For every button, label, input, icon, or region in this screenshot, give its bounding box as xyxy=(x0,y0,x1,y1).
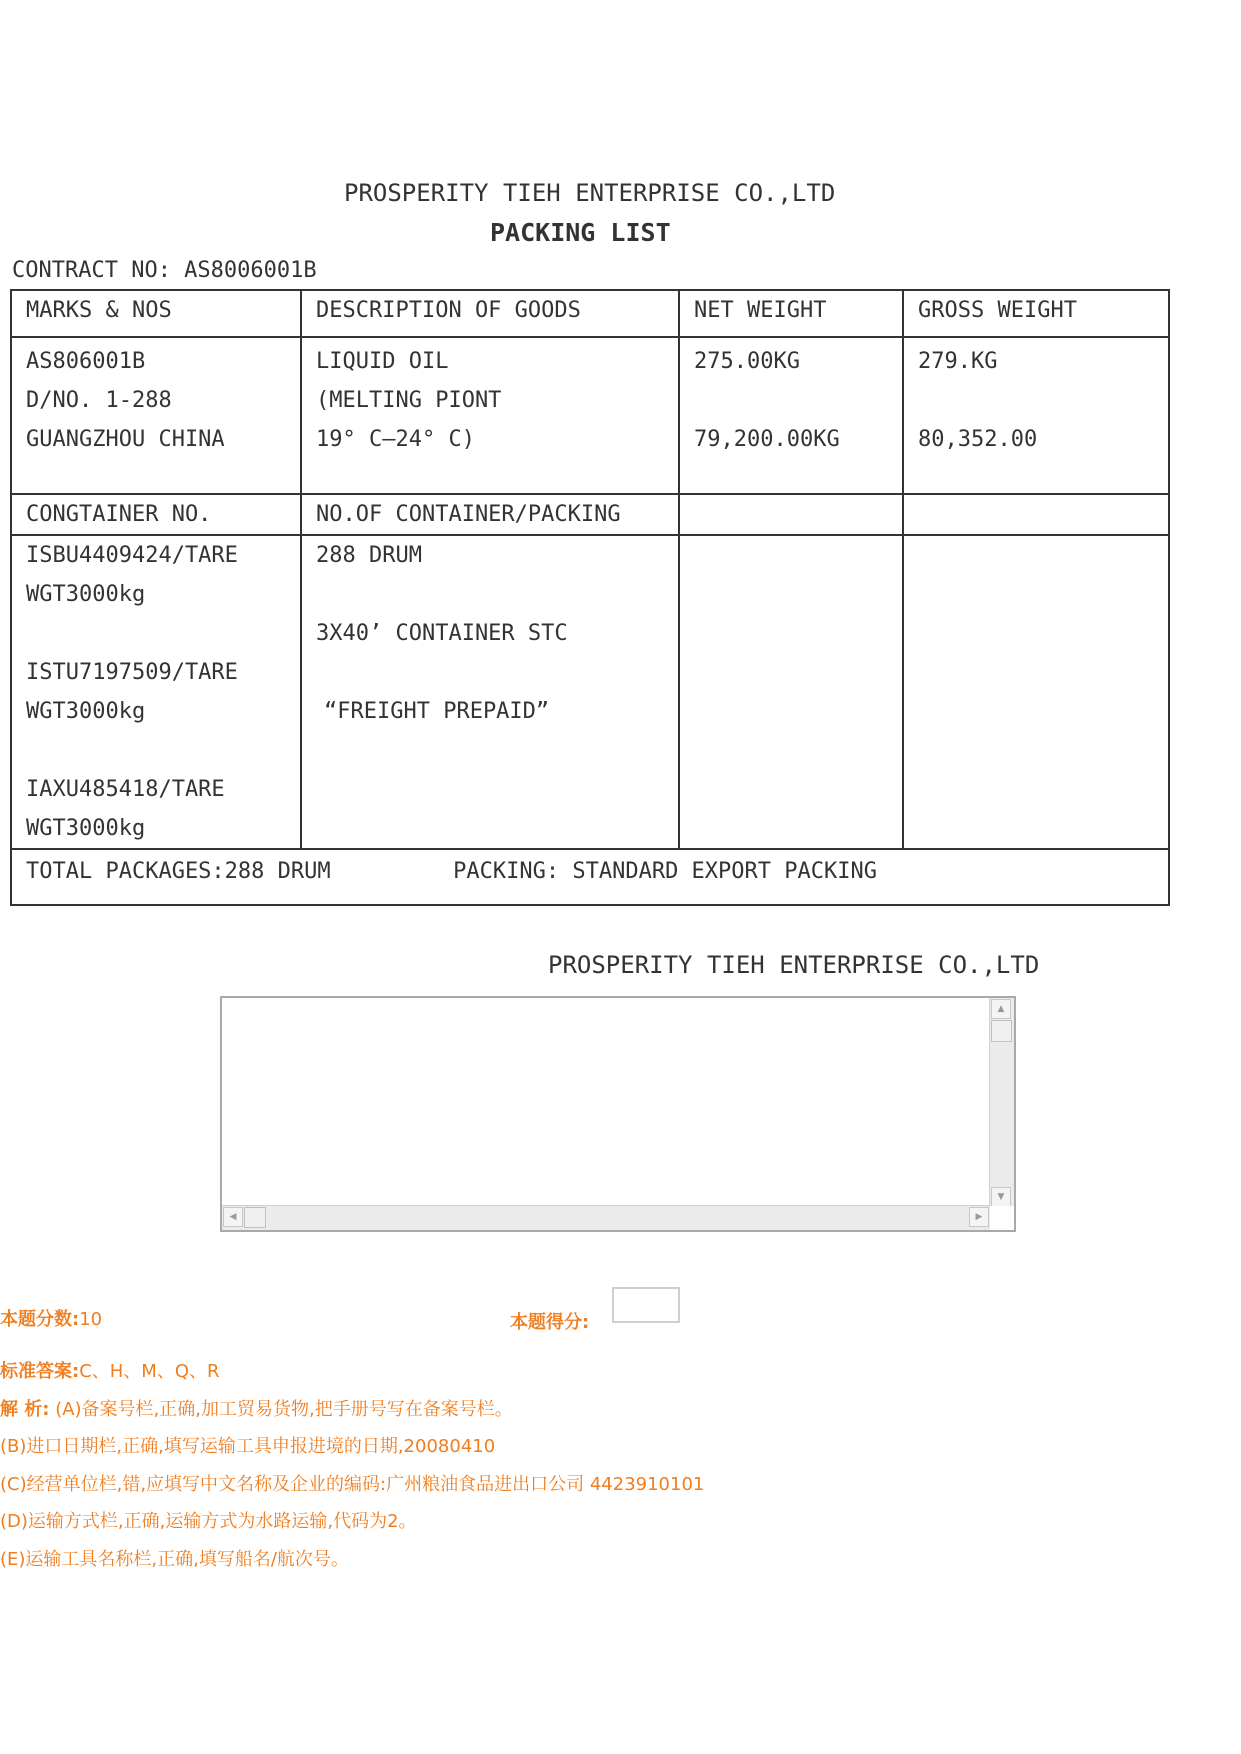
description-line: (MELTING PIONT xyxy=(316,388,502,413)
standard-answer xyxy=(0,1357,220,1383)
gross-weight-cell xyxy=(903,337,1169,494)
analysis-label: 解 析: xyxy=(0,1399,50,1420)
analysis-text: (A)备案号栏,正确,加工贸易货物,把手册号写在备案号栏。 xyxy=(55,1399,513,1420)
scroll-right-icon[interactable]: ▶ xyxy=(969,1207,989,1227)
horizontal-scroll-thumb[interactable] xyxy=(244,1207,266,1228)
analysis-line: (C)经营单位栏,错,应填写中文名称及企业的编码:广州粮油食品进出口公司 4423910101 xyxy=(0,1474,705,1495)
analysis-line xyxy=(0,1395,513,1421)
net-weight-value: 275.00KG xyxy=(694,349,800,374)
packing-line: “FREIGHT PREPAID” xyxy=(324,699,550,724)
net-weight-cell xyxy=(679,337,903,494)
answer-textarea-content[interactable] xyxy=(228,1002,984,1202)
packing-line: 288 DRUM xyxy=(316,543,422,568)
container-cell xyxy=(11,535,301,849)
packing-line: 3X40’ CONTAINER STC xyxy=(316,621,568,646)
horizontal-scrollbar[interactable] xyxy=(222,1205,990,1230)
container-line: ISTU7197509/TARE xyxy=(26,660,238,685)
container-line: IAXU485418/TARE xyxy=(26,777,225,802)
contract-number: CONTRACT NO: AS8006001B xyxy=(12,258,317,283)
marks-line: AS806001B xyxy=(26,349,146,374)
table-header-row xyxy=(11,290,1169,337)
score-label: 本题分数: xyxy=(0,1309,80,1330)
got-label: 本题得分: xyxy=(510,1312,590,1333)
total-packages: TOTAL PACKAGES:288 DRUM xyxy=(26,859,331,884)
vertical-scrollbar[interactable] xyxy=(989,998,1014,1208)
document-title: PACKING LIST xyxy=(490,218,671,247)
analysis-line: (E)运输工具名称栏,正确,填写船名/航次号。 xyxy=(0,1549,349,1570)
header-net-weight: NET WEIGHT xyxy=(679,290,903,337)
score-got xyxy=(510,1308,589,1334)
description-line: LIQUID OIL xyxy=(316,349,449,374)
header-marks: MARKS & NOS xyxy=(11,290,301,337)
description-cell xyxy=(301,337,679,494)
net-weight-total: 79,200.00KG xyxy=(694,427,840,452)
gross-weight-total: 80,352.00 xyxy=(918,427,1038,452)
score-got-input[interactable] xyxy=(612,1287,680,1323)
marks-cell xyxy=(11,337,301,494)
vertical-scroll-thumb[interactable] xyxy=(991,1020,1012,1042)
analysis-line: (D)运输方式栏,正确,运输方式为水路运输,代码为2。 xyxy=(0,1511,417,1532)
packing-standard: PACKING: STANDARD EXPORT PACKING xyxy=(453,859,877,884)
total-row xyxy=(11,849,1169,905)
container-row xyxy=(11,535,1169,849)
company-name-header: PROSPERITY TIEH ENTERPRISE CO.,LTD xyxy=(344,179,836,207)
scroll-up-icon[interactable]: ▲ xyxy=(991,999,1011,1019)
score-total xyxy=(0,1305,102,1331)
header-gross-weight: GROSS WEIGHT xyxy=(903,290,1169,337)
gross-weight-value: 279.KG xyxy=(918,349,998,374)
header-container-no: CONGTAINER NO. xyxy=(11,494,301,535)
marks-line: D/NO. 1-288 xyxy=(26,388,172,413)
answer-textarea[interactable] xyxy=(220,996,1016,1232)
scroll-left-icon[interactable]: ◀ xyxy=(223,1207,243,1227)
header-container-packing: NO.OF CONTAINER/PACKING xyxy=(301,494,679,535)
container-line: WGT3000kg xyxy=(26,699,146,724)
goods-row xyxy=(11,337,1169,494)
packing-list-table xyxy=(10,289,1170,906)
container-header-row xyxy=(11,494,1169,535)
container-line: ISBU4409424/TARE xyxy=(26,543,238,568)
header-description: DESCRIPTION OF GOODS xyxy=(301,290,679,337)
scroll-corner xyxy=(990,1206,1014,1230)
container-line: WGT3000kg xyxy=(26,816,146,841)
scroll-down-icon[interactable]: ▼ xyxy=(991,1187,1011,1207)
description-line: 19° C—24° C) xyxy=(316,427,475,452)
packing-cell xyxy=(301,535,679,849)
container-line: WGT3000kg xyxy=(26,582,146,607)
marks-line: GUANGZHOU CHINA xyxy=(26,427,225,452)
standard-answer-value: C、H、M、Q、R xyxy=(79,1361,220,1382)
score-value: 10 xyxy=(79,1309,103,1330)
signature-company: PROSPERITY TIEH ENTERPRISE CO.,LTD xyxy=(548,951,1040,979)
analysis-line: (B)进口日期栏,正确,填写运输工具申报进境的日期,20080410 xyxy=(0,1436,496,1457)
standard-answer-label: 标准答案: xyxy=(0,1361,80,1382)
